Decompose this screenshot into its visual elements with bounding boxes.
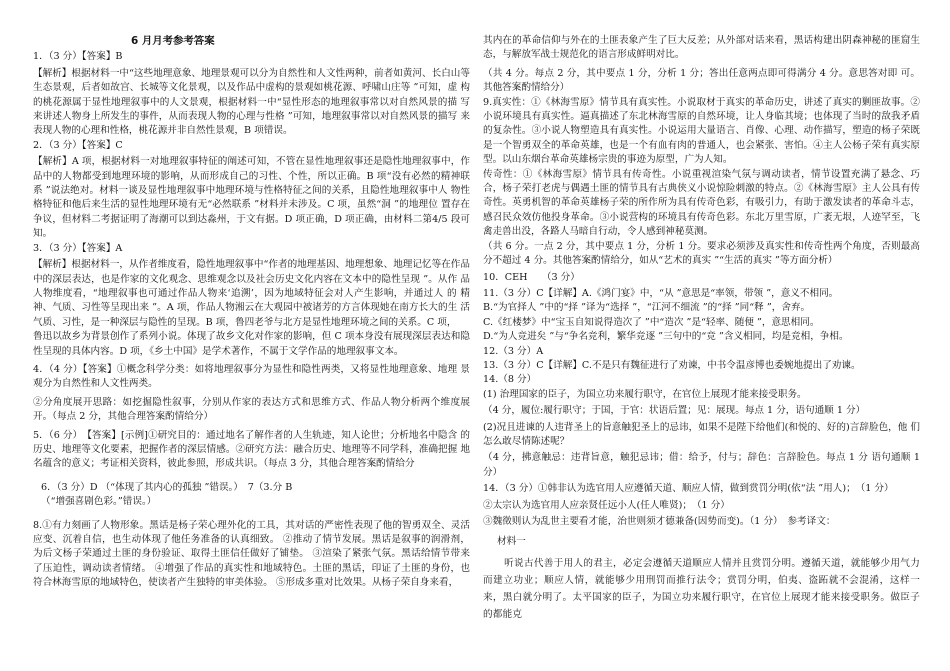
q3-analysis: 【解析】根据材料一，从作者维度看，隐性地理叙事中“作者的地理基因、地理想象、地理记忆等在作品中的深层表达，也是作家的文化观念、思维观念以及社会历史文化内容在文本中的隐性呈现 ”。从作 品人物维度看，“地理叙事也可通过作品人物来‘追溯’，因为地域特征会对人产生影响，并通过人 的 精神、气质、习性等呈现出来 ”。A 项，作品人物湘云在大观园中被诸芳的方言体现她在南方长大的生 活气质、习性，是一种深层与隐性的呈现。B 项，鲁四老爷与北方是显性地理环境之间的关系。C 项， <box>33 259 470 328</box>
page-title: 6 月月考参考答案 <box>131 35 215 47</box>
q2-answer: 2．（3 分）【答案】C <box>33 139 123 151</box>
q10-answer: 10．CEH （3 分） <box>483 271 580 283</box>
q8-answer-continued: 其内在的革命信仰与外在的土匪表象产生了巨大反差；从外部对话来看，黑话构建出阴森神秘的匪窟生 态，与解放军战士规范化的语言形成鲜明对比。 <box>483 35 920 61</box>
q9-authenticity: 9.真实性：①《林海雪原》情节具有真实性。小说取材于真实的革命历史，讲述了真实的剿匪故事。②小说环境具有真实性。逼真描述了东北林海雪原的自然环境，让人身临其境；也体现了当时的敌我矛盾的复杂性。③小说人物塑造具有真实性。小说运用大量语言、肖像、心理、动作描写，塑造的杨子荣既是一个智勇双全的革命英雄，也是一个有血有肉的普通人，也会紧张、害怕。④主人公杨子荣有真实原型。以山东烟台革命英雄杨宗贵的事迹为原型，广为人知。 <box>483 96 920 166</box>
q14-scoring-2: （4 分，拂意触忌：违背旨意，触犯忌讳；借：给予，付与；辞色：言辞脸色。每点 1 分 语句通顺 1 分） <box>483 452 920 478</box>
q11-answer: 11.（3 分）C【详解】A.《鸿门宴》中，“从 ”意思是“率领，带领 ”，意义不相同。 <box>483 287 839 299</box>
q15-point-3: ③魏徵则认为乱世主要看才能，治世则须才德兼备(因势而变)。（1 分） 参考译文： <box>483 516 836 527</box>
q1-analysis: 【解析】根据材料一中“这些地理意象、地理景观可以分为自然性和人文性两种，前者如黄河、长白山等生态景观，后者如故宫、长城等文化景观，以及作品中虚构的景观如桃花源、呼啸山庄等 ”可知，虚 构的桃花源属于显性地理叙事中的人文景观，根据材料一中“显性形态的地理叙事常以对自然风景的描 写来讲述人物身上所发生的事件，从而表现人物的心理与性格 ”可知，地理叙事常以对自然风景的描写 来表现人物的心理和性格，桃花源并非自然性景观，B 项错误。 <box>33 67 470 137</box>
q14-translation-2: (2)况且进谏的人违背圣上的旨意触犯圣上的忌讳，如果不是陛下给他们(和悦的、好的)言辞脸色，他 们怎么敢尽情陈述呢？ <box>483 421 920 447</box>
q11-option-c: C.《红楼梦》中“宝玉自知说得造次了 ”中“造次 ”是“轻率、随便 ”，意思相同。 <box>483 316 820 328</box>
material-translation: 听说古代善于用人的君主，必定会遵循天道顺应人情并且赏罚分明。遵循天道，就能够少用气力而建立功业；顺应人情，就能够少用刑罚而推行法令；赏罚分明，伯夷、盗跖就不会混淆，这样一来，黑白就分明了。太平国家的臣子，为国立功来履行职守，在官位上展现才能来接受职务。做臣子的都能克 <box>483 557 920 620</box>
q4-answer: 4．（4 分）【答案】①概念科学分类：如将地理叙事分为显性和隐性两类，又将显性地理意象、地理 景观分为自然性和人文性两类。 <box>33 363 470 390</box>
q2-analysis: 【解析】A 项，根据材料一对地理叙事特征的阐述可知，不管在显性地理叙事还是隐性地理叙事中，作 品中的人物都受到地理环境的影响，从而形成自己的习性、个性，所以正确。B 项“没有必然的精神联 系 ”说法绝对。材料一谈及显性地理叙事中地理环境与性格特征之间的关系，且隐性地理叙事中人 物性格特征和他后来生活的显性地理环境有无“必然联系 ”材料并未涉及。C 项，虽然“洞 ”的地理位 置存在争议，但材料二考据证明了海潮可以到达淼州，于文有据。D 项正确，D 项正确，由材料二第4/5 段可知。 <box>33 156 470 240</box>
q11-option-b: B.“为官择人 ”中的“择 ”译为“选择 ”，“江河不细流 ”的“择 ”同“释 ”，舍弃。 <box>483 302 811 314</box>
q12-answer: 12.（3 分）A <box>483 345 544 357</box>
q8-answer: 8.①有力刻画了人物形象。黑话是杨子荣心理外化的工具，其对话的严密性表现了他的智勇双全、灵活 应变、沉着自信，也生动体现了他任务准备的认真细致。 ②推动了情节发展。黑话是叙事的润滑剂， 为后文杨子荣通过土匪的身份验证、取得土匪信任做好了铺垫。 ③渲染了紧张气氛。黑话给情节带来 了压迫性，调动读者情绪。 ④增强了作品的真实性和地域特色。土匪的黑话，印证了土匪的身份，也 符合林海雪原的地域特色，使读者产生独特的审美体验。 ⑤形成多重对比效果。从杨子荣自身来看， <box>33 519 470 589</box>
q6-q7-answer: 6．（3 分）D （“体现了其内心的孤独 ”错误。） 7（3.分 B （“增强喜剧色彩。”错误。） <box>41 481 293 508</box>
q9-legendary: 传奇性：①《林海雪原》情节具有传奇性。小说重视渲染气氛与调动读者，情节设置充满了悬念、巧合，杨子荣打老虎与偶遇土匪的情节具有古典侠义小说惊险刺激的特点。②《林海雪原》主人公具有传奇性。英勇机智的革命英雄杨子荣的所作所为具有传奇色彩，有吸引力，有助于激发读者的革命斗志，感召民众效仿他投身革命。③小说营构的环境具有传奇色彩。东北万里雪原，广袤无垠，人迹罕至，飞禽走兽出没，各路人马暗自行动，令人感到神秘莫测。 <box>483 168 920 238</box>
q14-answer: 14.（8 分） <box>483 374 537 386</box>
q4-answer-point-2: ②分角度展开思路：如挖掘隐性叙事，分别从作家的表达方式和思维方式、作品人物分析两个维度展开。（每点 2 分，其他合理答案酌情给分） <box>33 396 470 423</box>
material-heading: 材料一 <box>497 536 526 548</box>
left-column <box>33 34 470 660</box>
q9-scoring-note: （共 6 分。一点 2 分，其中要点 1 分，分析 1 分。要求必须涉及真实性和传奇性两个角度，否则最高 分不超过 4 分。其他答案酌情给分，如从“艺术的真实 ”“生活的真实 ”等方面分析） <box>483 240 920 267</box>
right-column <box>483 34 920 660</box>
q14-scoring-1: （4 分，履位:履行职守；于国，于官：状语后置；见：展现。每点 1 分，语句通顺 1 分） <box>483 405 866 417</box>
q14-translation-1: (1) 治理国家的臣子，为国立功来履行职守，在官位上展现才能来接受职务。 <box>483 388 807 400</box>
q3-analysis-continued: 鲁迅以故乡为背景创作了系列小说。体现了故乡文化对作家的影响，但 C 项本身没有展现深层表达和隐 性呈现的具体内容。D 项，《乡土中国》是学术著作，不属于文学作品的地理叙事文本。 <box>33 331 470 357</box>
q13-answer: 13.（3 分）C【详解】C.不是只有魏征进行了劝谏，中书令温彦博也委婉地提出了劝谏。 <box>483 359 861 371</box>
q1-answer: 1．（3 分）【答案】B <box>33 51 123 63</box>
q5-answer: 5．（6 分） 【答案】[示例]①研究目的：通过地名了解作者的人生轨迹，知人论世；分析地名中隐含 的历史、地理等文化要素，把握作者的深层情感。②研究方法：融合历史、地理等不同学科，准确把握 地名蕴含的意义；考证相关资料，彼此参照，形成共识。（每点 3 分，其他合理答案酌情给分 <box>33 429 470 470</box>
q3-answer: 3．（3 分）【答案】A <box>33 242 123 254</box>
q8-scoring-note: （共 4 分。每点 2 分，其中要点 1 分，分析 1 分；答出任意两点即可得满分 4 分。意思答对即 可。其他答案酌情给分） <box>483 67 920 94</box>
q11-option-d: D.“为人竞进矣 ”与“争名竞利，繁华竞逐 ”三句中的“竞 ”含义相同，均是竞相，争相。 <box>483 331 849 343</box>
q15-point-2: ②太宗认为选官用人应亲贤任远小人(任人唯贤)； （1 分） <box>483 499 730 511</box>
q15-point-1: 14．（3 分）①韩非认为选官用人应遵循天道、顺应人情，做到赏罚分明(依“法 ”用人)； （1 分） <box>483 483 894 495</box>
